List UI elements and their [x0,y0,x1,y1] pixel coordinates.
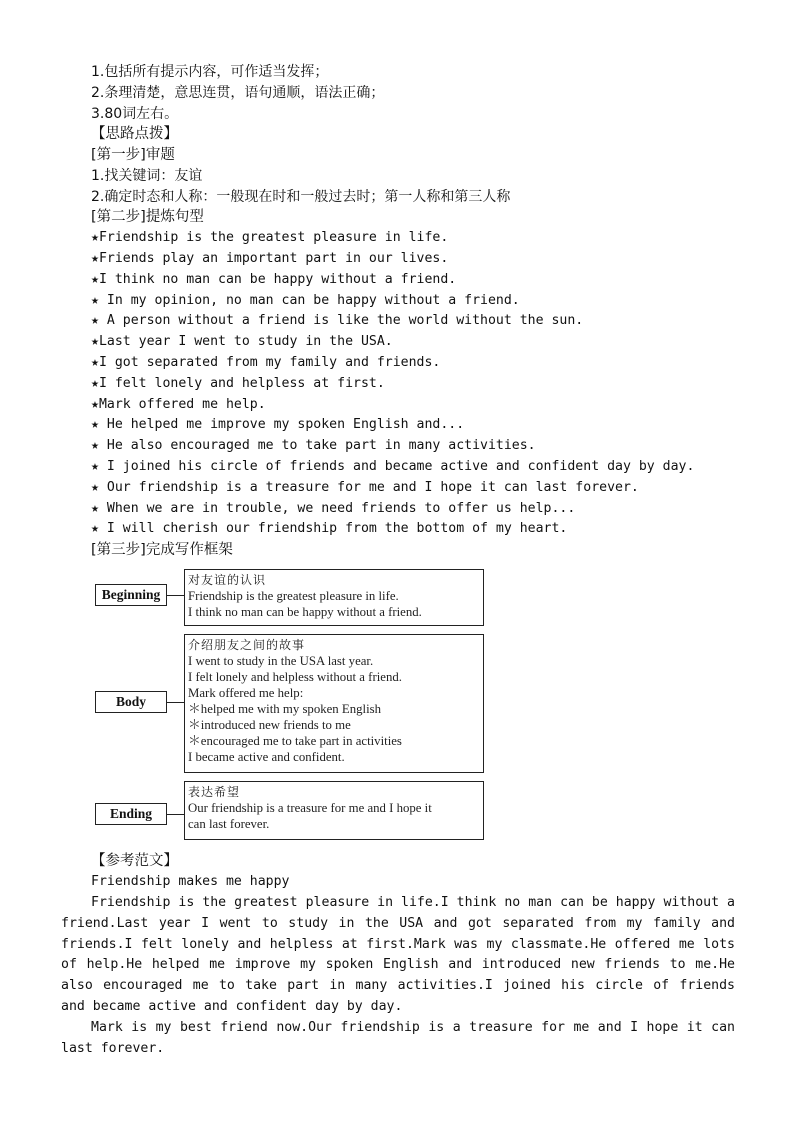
body-box [184,634,484,773]
sentence-pattern: ★ He also encouraged me to take part in many activities. [91,438,536,453]
sample-heading: 【参考范文】 [91,853,178,869]
beginning-box [184,569,484,626]
step1-item-2: 2.确定时态和人称：一般现在时和一般过去时；第一人称和第三人称 [91,189,511,205]
body-bullet: ＊helped me with my spoken English [188,702,381,716]
tips-heading: 【思路点拨】 [91,126,178,142]
sentence-pattern: ★ I joined his circle of friends and became active and confident day by day. [91,459,695,474]
ending-line: can last forever. [188,817,270,831]
step1-heading: [第一步]审题 [91,147,175,163]
requirement-3: 3.80词左右。 [91,106,179,122]
sentence-pattern: ★Mark offered me help. [91,397,266,412]
sentence-pattern: ★ I will cherish our friendship from the bottom of my heart. [91,521,568,536]
step1-item-1: 1.找关键词：友谊 [91,168,203,184]
sentence-pattern: ★I felt lonely and helpless at first. [91,376,385,391]
body-bullet: ＊encouraged me to take part in activities [188,734,402,748]
ending-label: Ending [95,803,167,825]
ending-title: 表达希望 [188,785,241,799]
ending-line: Our friendship is a treasure for me and I hope it [188,801,432,815]
sentence-pattern: ★Last year I went to study in the USA. [91,334,393,349]
sentence-pattern: ★Friendship is the greatest pleasure in life. [91,230,449,245]
body-connector [167,702,184,703]
step3-heading: [第三步]完成写作框架 [91,542,233,558]
sentence-pattern: ★I got separated from my family and friends. [91,355,441,370]
requirement-2: 2.条理清楚，意思连贯，语句通顺，语法正确； [91,85,385,101]
sentence-pattern: ★I think no man can be happy without a friend. [91,272,457,287]
requirement-1: 1.包括所有提示内容，可作适当发挥； [91,64,329,80]
writing-framework-diagram [95,566,487,844]
body-bullet: ＊introduced new friends to me [188,718,351,732]
sentence-pattern: ★Friends play an important part in our lives. [91,251,449,266]
sentence-pattern: ★ When we are in trouble, we need friends to offer us help... [91,501,576,516]
essay-paragraph: Mark is my best friend now.Our friendship is a treasure for me and I hope it can last forever. [61,1019,735,1056]
sample-essay [61,893,735,1059]
beginning-line: I think no man can be happy without a friend. [188,605,422,619]
body-line: I became active and confident. [188,750,345,764]
essay-paragraph: Friendship is the greatest pleasure in life.I think no man can be happy without a friend.Last year I went to study in the USA and got separated from my family and friends.I felt lonely and helpless at first.Mark was my classmate.He offered me lots of help.He helped me improve my spoken English and introduced new friends to me.He also encouraged me to take part in many activities.I joined his circle of friends and became active and confident day by day. [61,895,735,1014]
sentence-pattern: ★ He helped me improve my spoken English and... [91,417,465,432]
body-title: 介绍朋友之间的故事 [188,638,306,652]
sentence-pattern: ★ A person without a friend is like the world without the sun. [91,313,584,328]
ending-box [184,781,484,840]
body-line: I went to study in the USA last year. [188,654,374,668]
sentence-pattern: ★ In my opinion, no man can be happy without a friend. [91,293,520,308]
beginning-connector [167,595,184,596]
body-label: Body [95,691,167,713]
body-line: Mark offered me help: [188,686,304,700]
step2-heading: [第二步]提炼句型 [91,209,204,225]
beginning-title: 对友谊的认识 [188,573,267,587]
beginning-line: Friendship is the greatest pleasure in life. [188,589,399,603]
sentence-pattern: ★ Our friendship is a treasure for me and I hope it can last forever. [91,480,639,495]
beginning-label: Beginning [95,584,167,606]
sample-title: Friendship makes me happy [91,874,290,889]
body-line: I felt lonely and helpless without a friend. [188,670,402,684]
ending-connector [167,814,184,815]
